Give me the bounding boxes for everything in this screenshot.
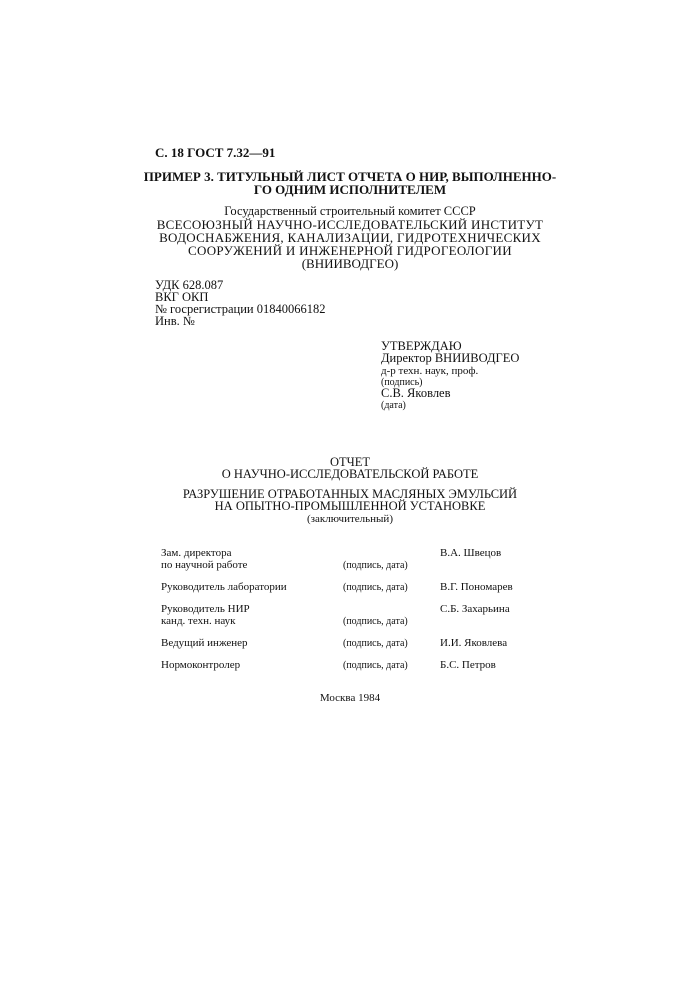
signatory-role: Ведущий инженер (161, 637, 248, 649)
signature-date-label: (подпись, дата) (343, 582, 408, 593)
inventory-number: Инв. № (155, 314, 195, 328)
approval-degree: д-р техн. наук, проф. (381, 365, 479, 377)
registration-number: № госрегистрации 01840066182 (155, 302, 326, 316)
approval-date-label: (дата) (381, 400, 406, 411)
approval-position: Директор ВНИИВОДГЕО (381, 351, 520, 365)
signatory-name: Б.С. Петров (440, 659, 496, 671)
report-title-line-1: РАЗРУШЕНИЕ ОТРАБОТАННЫХ МАСЛЯНЫХ ЭМУЛЬСИЙ (182, 487, 518, 501)
organization-name-line-2: ВОДОСНАБЖЕНИЯ, КАНАЛИЗАЦИИ, ГИДРОТЕХНИЧЕСКИХ (159, 230, 541, 245)
signatory-role: Руководитель НИР (161, 603, 250, 615)
signature-date-label: (подпись, дата) (343, 638, 408, 649)
vkg-code: ВКГ ОКП (155, 290, 209, 304)
report-type-line-1: ОТЧЕТ (329, 455, 371, 469)
signatory-role: Зам. директора (161, 547, 232, 559)
signatory-role-detail: канд. техн. наук (161, 615, 236, 627)
signatory-role: Руководитель лаборатории (161, 581, 287, 593)
signature-date-label: (подпись, дата) (343, 616, 408, 627)
signatory-name: С.Б. Захарьина (440, 603, 510, 615)
signatory-role-detail: по научной работе (161, 559, 248, 571)
signatory-name: В.Г. Пономарев (440, 581, 513, 593)
example-title-line-1: ПРИМЕР 3. ТИТУЛЬНЫЙ ЛИСТ ОТЧЕТА О НИР, ВЫПОЛНЕННО- (143, 169, 557, 184)
approval-signature-label: (подпись) (381, 377, 423, 388)
signature-date-label: (подпись, дата) (343, 660, 408, 671)
signatory-role: Нормоконтролер (161, 659, 241, 671)
signatory-name: И.И. Яковлева (440, 637, 508, 649)
organization-name-line-1: ВСЕСОЮЗНЫЙ НАУЧНО-ИССЛЕДОВАТЕЛЬСКИЙ ИНСТИТУТ (156, 217, 544, 232)
example-title-line-2: ГО ОДНИМ ИСПОЛНИТЕЛЕМ (253, 182, 447, 197)
place-and-year: Москва 1984 (319, 692, 381, 704)
report-kind: (заключительный) (307, 513, 393, 525)
approval-name: С.В. Яковлев (381, 386, 451, 400)
signatory-name: В.А. Швецов (440, 547, 502, 559)
report-type-line-2: О НАУЧНО-ИССЛЕДОВАТЕЛЬСКОЙ РАБОТЕ (221, 467, 479, 481)
organization-abbreviation: (ВНИИВОДГЕО) (301, 256, 399, 271)
signature-date-label: (подпись, дата) (343, 560, 408, 571)
approval-heading: УТВЕРЖДАЮ (381, 339, 462, 353)
page-reference: С. 18 ГОСТ 7.32—91 (155, 145, 276, 160)
organization-name-line-3: СООРУЖЕНИЙ И ИНЖЕНЕРНОЙ ГИДРОГЕОЛОГИИ (188, 243, 512, 258)
parent-organization: Государственный строительный комитет СССР (224, 204, 476, 218)
udk-code: УДК 628.087 (155, 278, 224, 292)
report-title-line-2: НА ОПЫТНО-ПРОМЫШЛЕННОЙ УСТАНОВКЕ (214, 499, 486, 513)
